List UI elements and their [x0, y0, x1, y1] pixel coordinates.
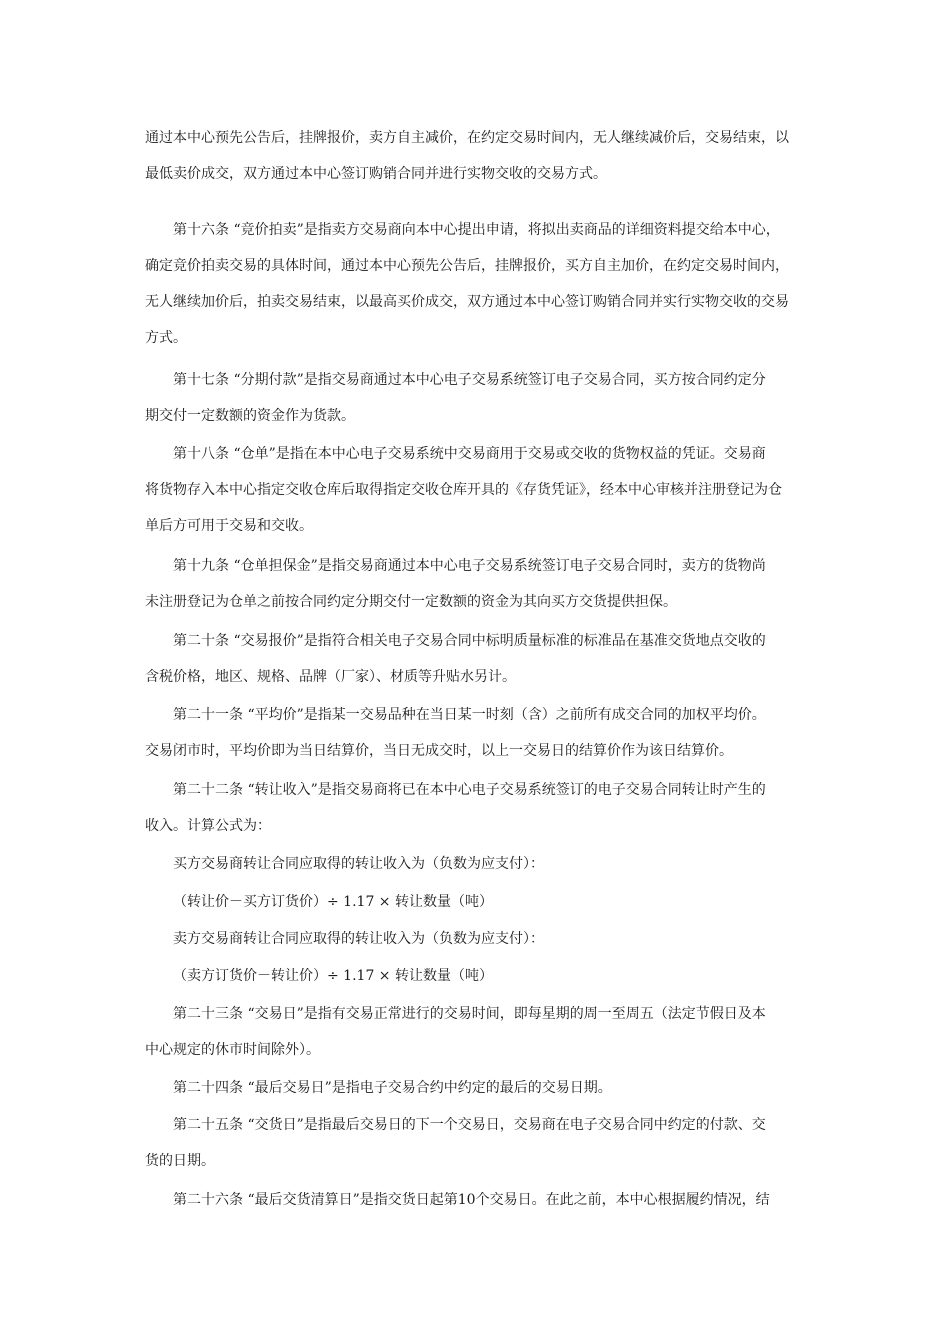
text-line: 期交付一定数额的资金作为货款。 — [145, 408, 355, 424]
text-line: 货的日期。 — [145, 1153, 215, 1169]
text-line: 中心规定的休市时间除外）。 — [145, 1042, 320, 1058]
text-line: 无人继续加价后，拍卖交易结束，以最高买价成交，双方通过本中心签订购销合同并实行实物交收的交易 — [145, 294, 789, 310]
text-line: 交易闭市时，平均价即为当日结算价，当日无成交时，以上一交易日的结算价作为该日结算价。 — [145, 743, 733, 759]
text-line: （卖方订货价－转让价）÷ 1.17 × 转让数量（吨） — [173, 968, 493, 984]
text-line: 第二十一条 “平均价”是指某一交易品种在当日某一时刻（含）之前所有成交合同的加权平均价。 — [173, 707, 766, 723]
text-line: 第二十五条 “交货日”是指最后交易日的下一个交易日，交易商在电子交易合同中约定的付款、交 — [173, 1117, 766, 1133]
text-line: 单后方可用于交易和交收。 — [145, 518, 313, 534]
text-line: （转让价－买方订货价）÷ 1.17 × 转让数量（吨） — [173, 894, 493, 910]
text-line: 确定竞价拍卖交易的具体时间，通过本中心预先公告后，挂牌报价，买方自主加价，在约定交易时间内， — [145, 258, 789, 274]
text-line: 第十七条 “分期付款”是指交易商通过本中心电子交易系统签订电子交易合同，买方按合同约定分 — [173, 372, 766, 388]
text-line: 将货物存入本中心指定交收仓库后取得指定交收仓库开具的《存货凭证》，经本中心审核并注册登记为仓 — [145, 482, 782, 498]
text-line: 第十九条 “仓单担保金”是指交易商通过本中心电子交易系统签订电子交易合同时，卖方的货物尚 — [173, 558, 766, 574]
text-line: 通过本中心预先公告后，挂牌报价，卖方自主减价，在约定交易时间内，无人继续减价后，交易结束，以 — [145, 130, 789, 146]
text-line: 买方交易商转让合同应取得的转让收入为（负数为应支付）： — [173, 856, 544, 872]
text-line: 第十六条 “竞价拍卖”是指卖方交易商向本中心提出申请，将拟出卖商品的详细资料提交给本中心， — [173, 222, 780, 238]
text-line: 含税价格，地区、规格、品牌（厂家）、材质等升贴水另计。 — [145, 669, 516, 685]
text-line: 未注册登记为仓单之前按合同约定分期交付一定数额的资金为其向买方交货提供担保。 — [145, 594, 677, 610]
text-line: 第十八条 “仓单”是指在本中心电子交易系统中交易商用于交易或交收的货物权益的凭证。交易商 — [173, 446, 766, 462]
text-line: 最低卖价成交，双方通过本中心签订购销合同并进行实物交收的交易方式。 — [145, 166, 607, 182]
text-line: 第二十二条 “转让收入”是指交易商将已在本中心电子交易系统签订的电子交易合同转让时产生的 — [173, 782, 766, 798]
text-line: 第二十四条 “最后交易日”是指电子交易合约中约定的最后的交易日期。 — [173, 1080, 612, 1096]
text-line: 第二十六条 “最后交货清算日”是指交货日起第10个交易日。在此之前，本中心根据履约情况，结 — [173, 1192, 770, 1208]
text-line: 第二十三条 “交易日”是指有交易正常进行的交易时间，即每星期的周一至周五（法定节假日及本 — [173, 1006, 766, 1022]
text-line: 方式。 — [145, 330, 187, 346]
text-line: 第二十条 “交易报价”是指符合相关电子交易合同中标明质量标准的标准品在基准交货地点交收的 — [173, 633, 766, 649]
text-line: 卖方交易商转让合同应取得的转让收入为（负数为应支付）： — [173, 931, 544, 947]
text-line: 收入。计算公式为： — [145, 818, 271, 834]
